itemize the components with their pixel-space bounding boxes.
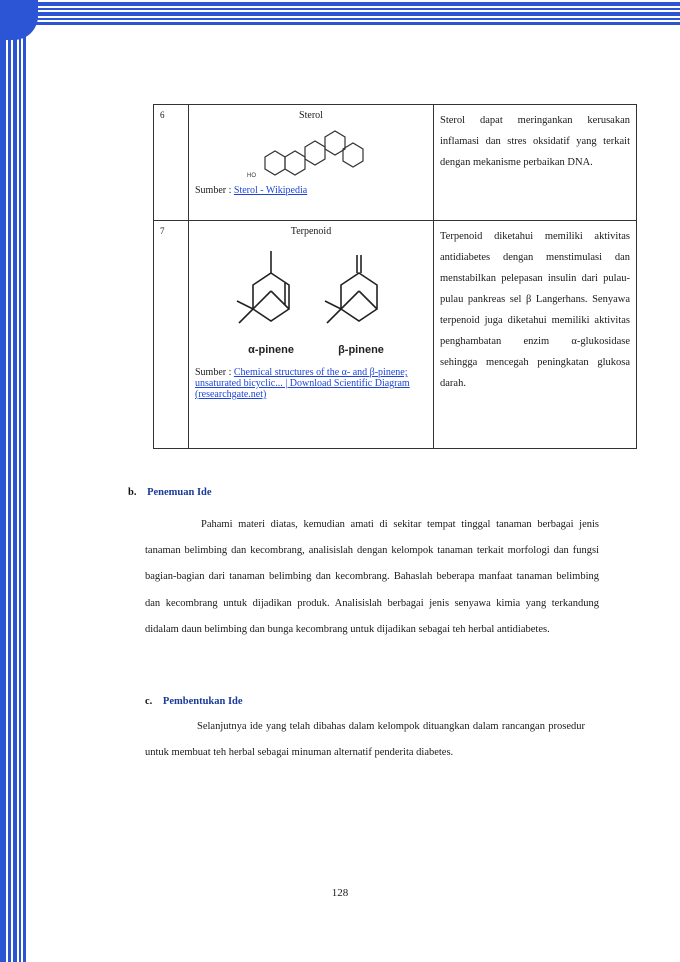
image-source: [195, 185, 427, 196]
molecule-label: HO: [247, 173, 256, 179]
corner-ornament: [0, 0, 38, 40]
section-heading: [145, 696, 243, 707]
row-number: 6: [154, 105, 189, 221]
source-prefix: Sumber :: [195, 185, 232, 196]
source-link[interactable]: Chemical structures of the α- and β-pinene; unsaturated bicyclic... | Download Scientific Diagram (researchgate.net): [195, 367, 410, 400]
terpenoid-structure-image: [211, 243, 411, 363]
image-cell: [189, 105, 434, 221]
structure-label: β-pinene: [338, 344, 384, 356]
table-row: [154, 105, 637, 221]
top-border-stripes: [0, 0, 680, 30]
section-title: Pembentukan Ide: [162, 696, 243, 707]
row-number: 7: [154, 221, 189, 449]
description-cell: Terpenoid diketahui memiliki aktivitas antidiabetes dengan menstimulasi dan menstabilkan pelepasan insulin dari pulau-pulau pankreas sel β Langerhans. Senyawa terpenoid juga diketahui memiliki aktivitas penghambatan enzim α-glukosidase sehingga mencegah peningkatan glukosa darah.: [434, 221, 637, 449]
image-title: Terpenoid: [290, 226, 332, 237]
source-prefix: Sumber :: [195, 367, 232, 378]
compound-table: [153, 104, 637, 449]
image-title: Sterol: [299, 110, 323, 121]
section-title: Penemuan Ide: [147, 487, 212, 498]
source-link[interactable]: Sterol - Wikipedia: [233, 185, 308, 196]
image-source: [195, 367, 427, 400]
section-label: c.: [145, 696, 153, 707]
image-cell: [189, 221, 434, 449]
section-label: b.: [128, 487, 137, 498]
structure-label: α-pinene: [248, 344, 294, 356]
left-border-stripes: [0, 0, 30, 962]
section-heading: [128, 487, 212, 498]
section-paragraph: Selanjutnya ide yang telah dibahas dalam kelompok dituangkan dalam rancangan prosedur untuk membuat teh herbal sebagai minuman alternatif penderita diabetes.: [145, 721, 585, 759]
sterol-structure-image: [245, 125, 385, 185]
description-cell: Sterol dapat meringankan kerusakan inflamasi dan stres oksidatif yang terkait dengan mekanisme perbaikan DNA.: [434, 105, 637, 221]
section-paragraph: Pahami materi diatas, kemudian amati di sekitar tempat tinggal tanaman berbagai jenis tanaman belimbing dan kecombrang, analisislah dengan kelompok tanaman terkait morfologi dan fungsi bagian-bagian dari tanaman belimbing dan kecombrang. Bahaslah beberapa manfaat tanaman belimbing dan kecombrang untuk dijadikan produk. Analisislah berbagai jenis senyawa kimia yang terkandung didalam daun belimbing dan bunga kecombrang untuk dijadikan sebagai teh herbal antidiabetes.: [145, 519, 599, 635]
page-number: 128: [331, 887, 349, 899]
table-row: [154, 221, 637, 449]
